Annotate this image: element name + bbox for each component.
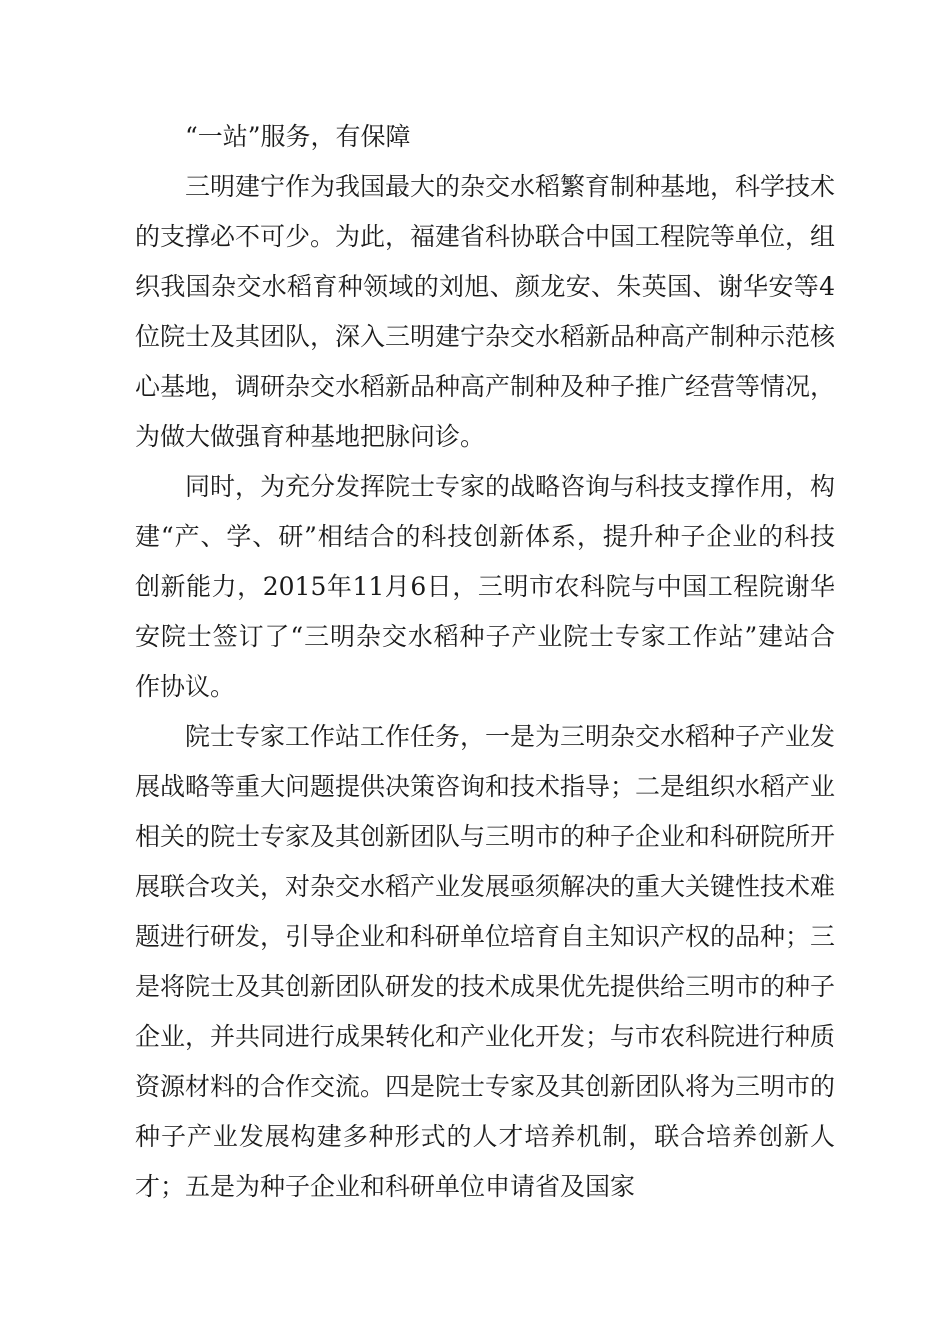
paragraph-2: 同时，为充分发挥院士专家的战略咨询与科技支撑作用，构建“产、学、研”相结合的科技创新体系，提升种子企业的科技创新能力，2015年11月6日，三明市农科院与中国工程院谢华安院士签订了“三明杂交水稻种子产业院士专家工作站”建站合作协议。 (135, 472, 836, 701)
paragraph-1: 三明建宁作为我国最大的杂交水稻繁育制种基地，科学技术的支撑必不可少。为此，福建省科协联合中国工程院等单位，组织我国杂交水稻育种领域的刘旭、颜龙安、朱英国、谢华安等4位院士及其团队，深入三明建宁杂交水稻新品种高产制种示范核心基地，调研杂交水稻新品种高产制种及种子推广经营等情况，为做大做强育种基地把脉问诊。 (135, 172, 836, 451)
document-body (135, 112, 835, 1212)
paragraph-3: 院士专家工作站工作任务，一是为三明杂交水稻种子产业发展战略等重大问题提供决策咨询和技术指导；二是组织水稻产业相关的院士专家及其创新团队与三明市的种子企业和科研院所开展联合攻关，对杂交水稻产业发展亟须解决的重大关键性技术难题进行研发，引导企业和科研单位培育自主知识产权的品种；三是将院士及其创新团队研发的技术成果优先提供给三明市的种子企业，并共同进行成果转化和产业化开发；与市农科院进行种质资源材料的合作交流。四是院士专家及其创新团队将为三明市的种子产业发展构建多种形式的人才培养机制，联合培养创新人才；五是为种子企业和科研单位申请省及国家 (135, 722, 836, 1201)
section-heading: “一站”服务，有保障 (185, 122, 411, 151)
